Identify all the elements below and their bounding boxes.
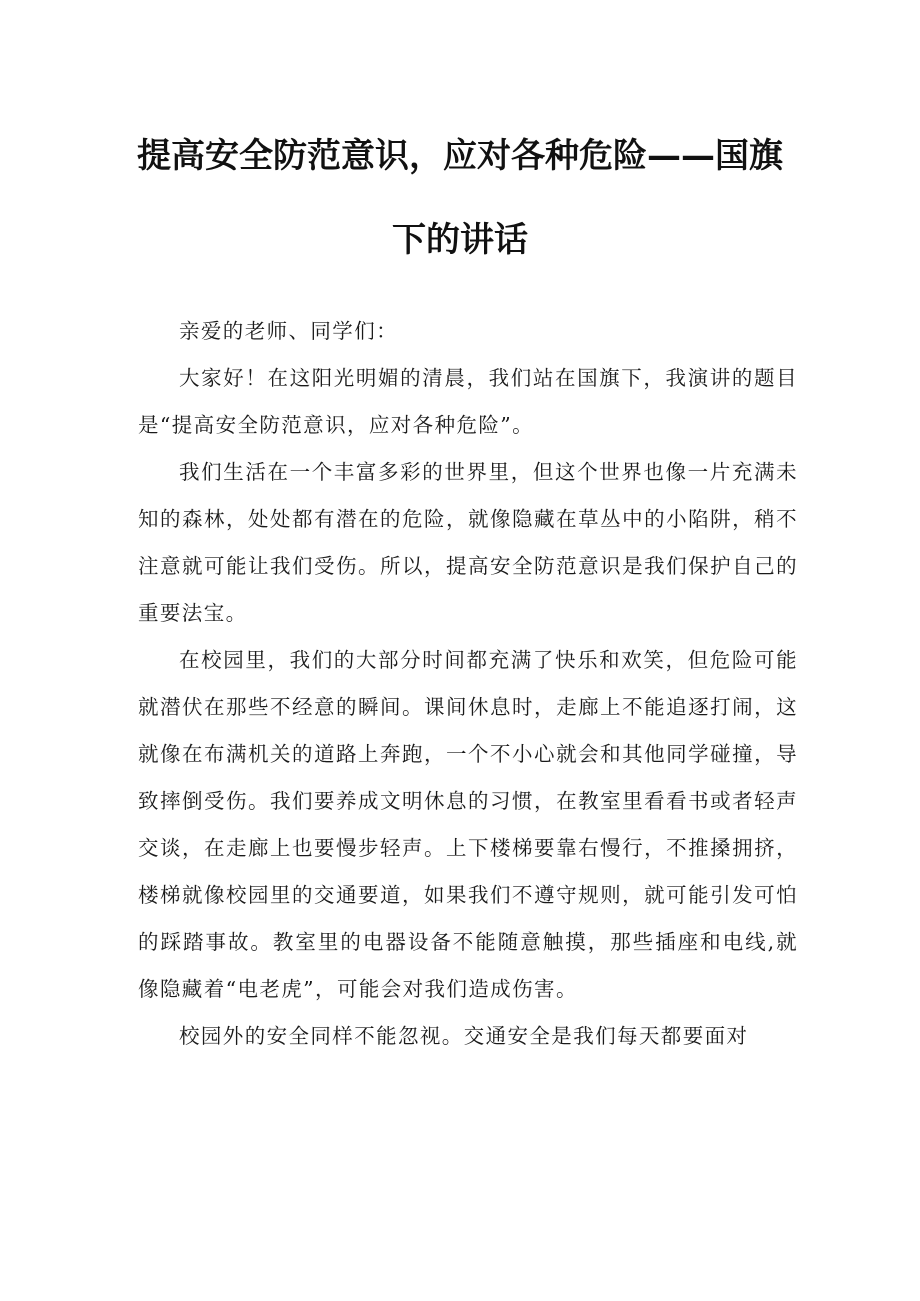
document-title-line-2: 下的讲话 (392, 220, 528, 260)
body-paragraph: 校园外的安全同样不能忽视。交通安全是我们每天都要面对 (179, 1024, 749, 1048)
greeting-paragraph: 亲爱的老师、同学们： (179, 319, 398, 343)
document-title-line-1: 提高安全防范意识，应对各种危险——国旗 (137, 136, 783, 176)
document-body (138, 308, 798, 1060)
body-paragraph: 我们生活在一个丰富多彩的世界里，但这个世界也像一片充满未知的森林，处处都有潜在的危险，就像隐藏在草丛中的小陷阱，稍不注意就可能让我们受伤。所以，提高安全防范意识是我们保护自己的重要法宝。 (138, 460, 798, 625)
body-paragraph: 大家好！在这阳光明媚的清晨，我们站在国旗下，我演讲的题目是“提高安全防范意识，应对各种危险”。 (138, 366, 798, 437)
body-paragraph: 在校园里，我们的大部分时间都充满了快乐和欢笑，但危险可能就潜伏在那些不经意的瞬间。课间休息时，走廊上不能追逐打闹，这就像在布满机关的道路上奔跑，一个不小心就会和其他同学碰撞，导致摔倒受伤。我们要养成文明休息的习惯，在教室里看看书或者轻声交谈，在走廊上也要慢步轻声。上下楼梯要靠右慢行，不推搡拥挤，楼梯就像校园里的交通要道，如果我们不遵守规则，就可能引发可怕的踩踏事故。教室里的电器设备不能随意触摸，那些插座和电线,就像隐藏着“电老虎”，可能会对我们造成伤害。 (138, 648, 798, 1001)
